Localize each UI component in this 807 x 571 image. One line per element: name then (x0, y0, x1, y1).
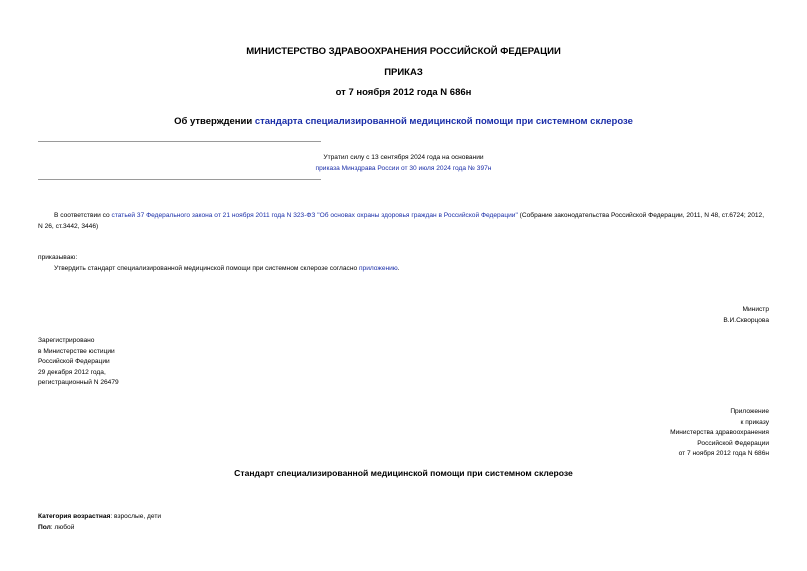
document-date-number: от 7 ноября 2012 года N 686н (335, 87, 472, 98)
standard-link[interactable]: стандарта специализированной медицинской помощи при системном склерозе (254, 116, 633, 127)
repeal-notice (0, 153, 807, 174)
appendix-line: Министерства здравоохранения (670, 429, 769, 436)
registration-block (38, 336, 119, 389)
ministry-heading: МИНИСТЕРСТВО ЗДРАВООХРАНЕНИЯ РОССИЙСКОЙ ФЕДЕРАЦИИ (246, 46, 561, 57)
appendix-line: от 7 ноября 2012 года N 686н (678, 450, 769, 457)
appendix-line: Приложение (730, 408, 769, 415)
document-title-prefix: Об утверждении (174, 116, 255, 127)
age-category-label: Категория возрастная (38, 513, 111, 520)
registration-line: регистрационный N 26479 (38, 379, 119, 386)
divider-top (38, 141, 321, 142)
sex-value: : любой (50, 523, 75, 531)
signature-block (723, 305, 769, 326)
age-category-value: : взрослые, дети (110, 513, 162, 520)
appendix-line: к приказу (740, 418, 769, 426)
divider-bottom (38, 179, 321, 180)
standard-meta (38, 512, 161, 533)
appendix-block (670, 407, 769, 460)
orders-label: приказываю: (38, 254, 78, 261)
approve-end: . (397, 265, 400, 272)
age-category-row (38, 512, 161, 523)
sex-label: Пол (38, 523, 51, 531)
appendix-line: Российской Федерации (697, 439, 769, 447)
registration-line: Зарегистрировано (38, 337, 95, 344)
registration-line: Российской Федерации (38, 358, 110, 365)
document-title (0, 116, 807, 127)
repeal-order-link[interactable]: приказа Минздрава России от 30 июля 2024 года № 397н (315, 164, 492, 172)
federal-law-link[interactable]: статьей 37 Федерального закона от 21 ноября 2011 года N 323-ФЗ "Об основах охраны здоровья граждан в Российской Федерации" (111, 212, 518, 219)
standard-title: Стандарт специализированной медицинской помощи при системном склерозе (234, 468, 573, 478)
approve-text: Утвердить стандарт специализированной медицинской помощи при системном склерозе согласно (54, 265, 359, 272)
approve-paragraph (54, 264, 400, 275)
signatory-title: Министр (742, 306, 769, 313)
preamble-prefix: В соответствии со (54, 212, 112, 219)
document-type: ПРИКАЗ (384, 67, 423, 78)
appendix-link[interactable]: приложению (358, 265, 398, 272)
signatory-name: В.И.Скворцова (723, 316, 769, 324)
repeal-notice-text: Утратил силу с 13 сентября 2024 года на основании (323, 154, 484, 161)
registration-line: в Министерстве юстиции (38, 347, 115, 355)
registration-line: 29 декабря 2012 года, (38, 368, 106, 376)
preamble-paragraph (38, 211, 770, 232)
preamble-suffix: (Собрание законодательства Российской Федерации, 2011, N 48, ст.6724; 2012, N 26, ст.3442, 3446) (38, 212, 765, 230)
sex-row (38, 523, 161, 534)
